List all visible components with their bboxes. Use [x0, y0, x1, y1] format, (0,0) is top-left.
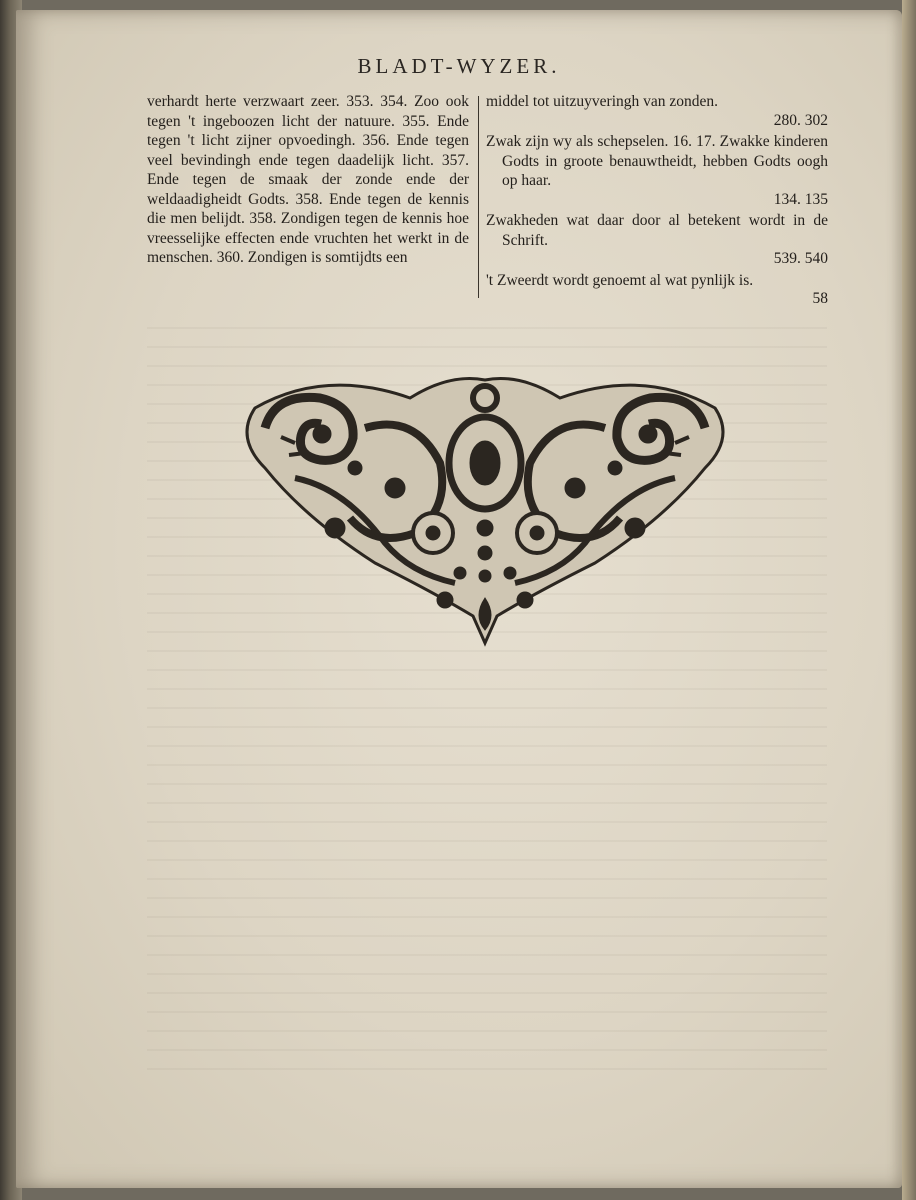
entry-text: Zwakheden wat daar door al betekent wordt in de Schrift.: [486, 212, 828, 249]
index-paragraph: verhardt herte verzwaart zeer. 353. 354. Zoo ook tegen 't ingeboozen licht der natuure. 355. Ende tegen 't licht zijner opvoedingh. 356. Ende tegen veel bevindingh ende tegen daadelijk licht. 357. Ende tegen de smaak der zonde ende der weldaadigheidt Godts. 358. Ende tegen de kennis die men belijdt. 358. Zondigen tegen de kennis hoe vreesselijke effecten ende vruchten het werkt in de menschen. 360. Zondigen is somtijdts een: [147, 93, 469, 266]
index-entry: [486, 132, 828, 209]
index-column-left: [147, 92, 469, 268]
column-divider: [478, 96, 479, 298]
entry-page-refs: 280. 302: [773, 111, 828, 129]
page-edges: [902, 0, 916, 1200]
index-entry: [486, 92, 828, 130]
entry-text: Zwak zijn wy als schepselen. 16. 17. Zwakke kinderen Godts in groote benauwtheidt, hebben Godts oogh op haar.: [486, 133, 828, 189]
entry-text: 't Zweerdt wordt genoemt al wat pynlijk is.: [486, 271, 754, 289]
index-entry: [486, 211, 828, 269]
index-entry: [486, 271, 828, 309]
entry-page-refs: 539. 540: [773, 250, 828, 267]
running-head: BLADT-WYZER.: [357, 54, 561, 78]
index-column-right: [486, 92, 828, 311]
book-page: [16, 10, 902, 1188]
entry-page-refs: 58: [812, 290, 828, 307]
entry-page-refs: 134. 135: [773, 190, 828, 208]
floral-tailpiece-ornament-icon: [235, 368, 735, 648]
entry-text: middel tot uitzuyveringh van zonden.: [486, 93, 719, 110]
